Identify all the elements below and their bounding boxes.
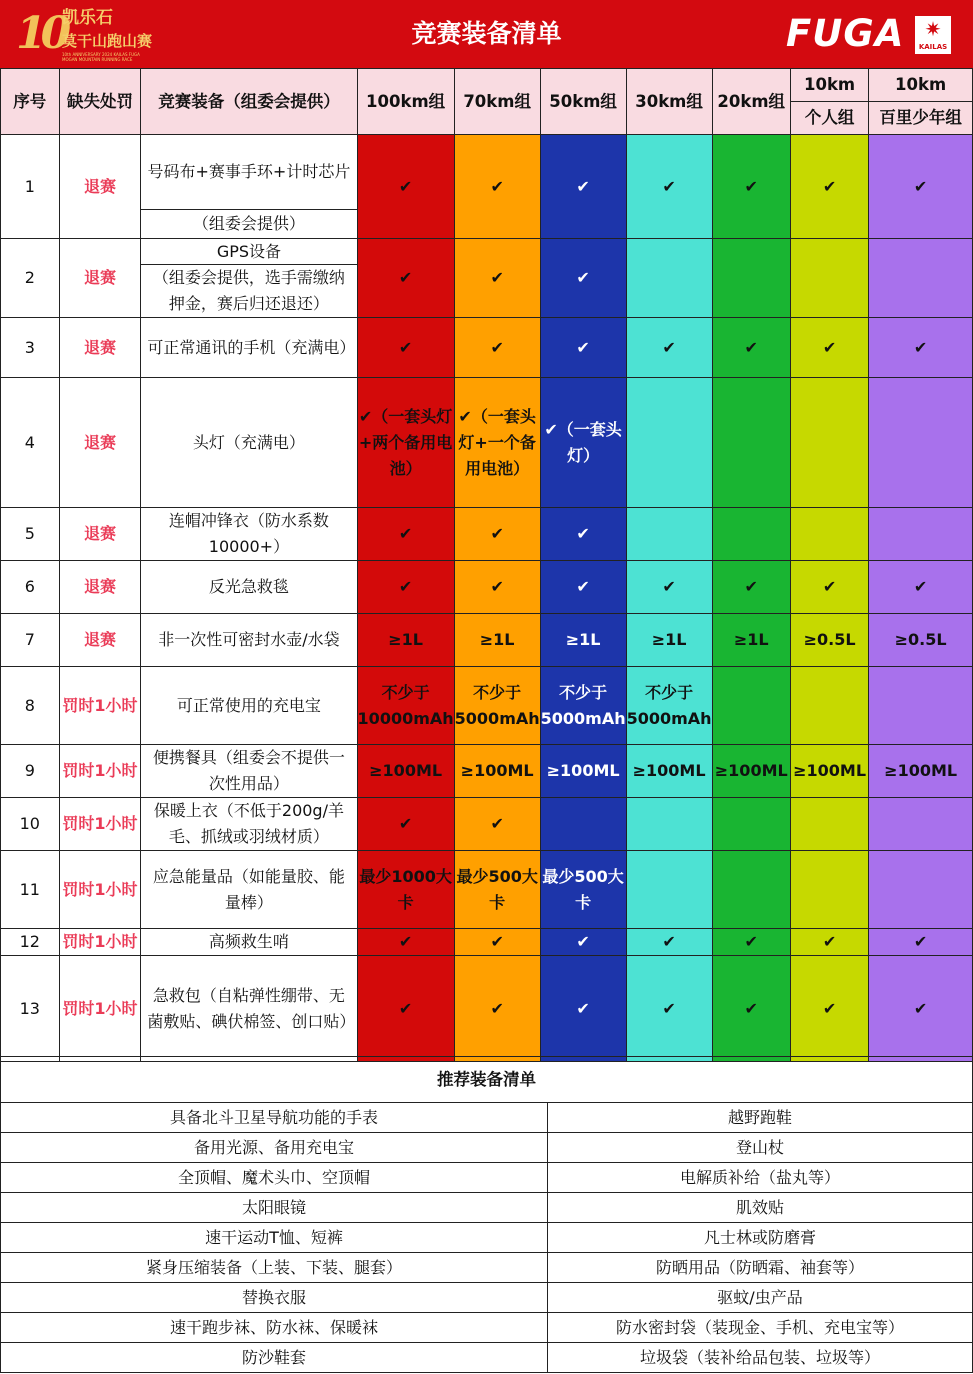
requirement-cell [869, 508, 973, 561]
requirement-cell: ≥100ML [790, 745, 868, 798]
requirement-cell: ✔ [357, 318, 454, 378]
anniversary-logo: 10 [16, 8, 66, 59]
requirement-cell [626, 851, 712, 929]
equipment-cell: 急救包（自粘弹性绷带、无菌敷贴、碘伏棉签、创口贴） [141, 956, 357, 1062]
recommended-item: 防水密封袋（装现金、手机、充电宝等） [548, 1313, 973, 1343]
col-header-10km-youth-top: 10km [869, 69, 973, 102]
requirement-cell: ✔ [454, 318, 540, 378]
equipment-cell: 可正常通讯的手机（充满电） [141, 318, 357, 378]
requirement-cell: ≥100ML [626, 745, 712, 798]
recommended-row [1, 1253, 973, 1283]
table-row [1, 508, 973, 561]
equipment-note: （组委会提供） [192, 214, 305, 233]
requirement-cell: ✔ [357, 929, 454, 956]
requirement-cell: ✔ [454, 956, 540, 1062]
col-header-20km: 20km组 [712, 69, 790, 135]
equipment-cell [141, 239, 357, 318]
requirement-cell [869, 851, 973, 929]
col-header-30km: 30km组 [626, 69, 712, 135]
requirement-cell: ≥100ML [540, 745, 626, 798]
requirement-cell [540, 798, 626, 851]
header-bar [0, 0, 973, 68]
requirement-cell [790, 378, 868, 508]
penalty-cell: 退赛 [59, 318, 141, 378]
requirement-cell: ✔ [454, 929, 540, 956]
requirement-cell: ≥100ML [454, 745, 540, 798]
requirement-cell [712, 378, 790, 508]
row-number: 2 [1, 239, 60, 318]
row-number: 3 [1, 318, 60, 378]
requirement-cell: ≥1L [454, 614, 540, 667]
table-row [1, 378, 973, 508]
requirement-cell: 不少于5000mAh [454, 667, 540, 745]
requirement-cell [790, 851, 868, 929]
row-number: 13 [1, 956, 60, 1062]
row-number: 1 [1, 135, 60, 239]
requirement-cell: ≥1L [712, 614, 790, 667]
recommended-item: 驱蚊/虫产品 [548, 1283, 973, 1313]
requirement-cell [712, 798, 790, 851]
penalty-cell: 罚时1小时 [59, 798, 141, 851]
table-row [1, 667, 973, 745]
requirement-cell: 不少于10000mAh [357, 667, 454, 745]
requirement-cell: ✔ [540, 929, 626, 956]
requirement-cell: 最少1000大卡 [357, 851, 454, 929]
requirement-cell [869, 378, 973, 508]
recommended-item: 肌效贴 [548, 1193, 973, 1223]
equipment-cell: 头灯（充满电） [141, 378, 357, 508]
equipment-note: （组委会提供，选手需缴纳押金，赛后归还退还） [152, 268, 345, 313]
kailas-badge-text: KAILAS [918, 43, 948, 51]
requirement-cell: 最少500大卡 [540, 851, 626, 929]
recommended-item: 越野跑鞋 [548, 1103, 973, 1133]
requirement-cell: ✔ [626, 318, 712, 378]
table-row [1, 929, 973, 956]
requirement-cell: ✔ [454, 239, 540, 318]
recommended-row [1, 1193, 973, 1223]
logo-brand-text: 凯乐石 [62, 8, 113, 28]
requirement-cell [626, 239, 712, 318]
recommended-item: 速干跑步袜、防水袜、保暖袜 [1, 1313, 548, 1343]
equipment-cell: 可正常使用的充电宝 [141, 667, 357, 745]
penalty-cell: 罚时1小时 [59, 667, 141, 745]
recommended-row [1, 1313, 973, 1343]
requirement-cell: ✔ [626, 956, 712, 1062]
recommended-row [1, 1343, 973, 1373]
col-header-70km: 70km组 [454, 69, 540, 135]
requirement-cell [626, 508, 712, 561]
table-row [1, 614, 973, 667]
row-number: 9 [1, 745, 60, 798]
requirement-cell: ✔ [626, 561, 712, 614]
penalty-cell: 退赛 [59, 508, 141, 561]
requirement-cell: 不少于5000mAh [626, 667, 712, 745]
recommended-row [1, 1133, 973, 1163]
recommended-equipment-table [0, 1056, 973, 1373]
table-row [1, 135, 973, 239]
logo-race-text: 莫干山跑山赛 [62, 32, 153, 50]
row-number: 8 [1, 667, 60, 745]
table-row [1, 851, 973, 929]
requirement-cell [626, 798, 712, 851]
requirement-cell: ✔ [712, 318, 790, 378]
requirement-cell [790, 508, 868, 561]
equipment-cell: 反光急救毯 [141, 561, 357, 614]
equipment-name: 号码布+赛事手环+计时芯片 [141, 135, 356, 210]
recommended-item: 具备北斗卫星导航功能的手表 [1, 1103, 548, 1133]
col-header-10km-individual-top: 10km [790, 69, 868, 102]
equipment-name: GPS设备 [141, 239, 356, 265]
recommended-item: 登山杖 [548, 1133, 973, 1163]
recommended-row [1, 1283, 973, 1313]
penalty-cell: 罚时1小时 [59, 929, 141, 956]
recommended-item: 电解质补给（盐丸等） [548, 1163, 973, 1193]
requirement-cell: ✔ [454, 508, 540, 561]
penalty-cell: 退赛 [59, 135, 141, 239]
equipment-cell: 高频救生哨 [141, 929, 357, 956]
requirement-cell: ≥1L [540, 614, 626, 667]
penalty-cell: 罚时1小时 [59, 956, 141, 1062]
requirement-cell: ≥1L [626, 614, 712, 667]
recommended-item: 紧身压缩装备（上装、下装、腿套） [1, 1253, 548, 1283]
penalty-cell: 退赛 [59, 378, 141, 508]
requirement-cell [712, 851, 790, 929]
requirement-cell [790, 798, 868, 851]
requirement-cell: ✔ [790, 318, 868, 378]
requirement-cell [626, 378, 712, 508]
requirement-cell: ✔ [357, 508, 454, 561]
recommended-item: 凡士林或防磨膏 [548, 1223, 973, 1253]
requirement-cell: ≥0.5L [869, 614, 973, 667]
requirement-cell: ✔ [540, 508, 626, 561]
requirement-cell [790, 667, 868, 745]
col-header-50km: 50km组 [540, 69, 626, 135]
fuga-logo: FUGA [786, 12, 905, 55]
requirement-cell: ✔ [540, 318, 626, 378]
col-header-100km: 100km组 [357, 69, 454, 135]
requirement-cell: ✔ [869, 929, 973, 956]
table-row [1, 745, 973, 798]
requirement-cell [712, 508, 790, 561]
requirement-cell: 最少500大卡 [454, 851, 540, 929]
table-row [1, 239, 973, 318]
requirement-cell: ✔ [712, 956, 790, 1062]
requirement-cell: ✔（一套头灯+两个备用电池） [357, 378, 454, 508]
requirement-cell: ✔ [540, 956, 626, 1062]
requirement-cell: ≥100ML [712, 745, 790, 798]
recommended-item: 备用光源、备用充电宝 [1, 1133, 548, 1163]
requirement-cell: ✔ [790, 135, 868, 239]
recommended-item: 防晒用品（防晒霜、袖套等） [548, 1253, 973, 1283]
requirement-cell: 不少于5000mAh [540, 667, 626, 745]
col-header-penalty: 缺失处罚 [59, 69, 141, 135]
equipment-cell [141, 135, 357, 239]
equipment-cell: 应急能量品（如能量胶、能量棒） [141, 851, 357, 929]
requirement-cell: ≥1L [357, 614, 454, 667]
recommended-item: 全顶帽、魔术头巾、空顶帽 [1, 1163, 548, 1193]
requirement-cell: ✔ [540, 135, 626, 239]
requirement-cell: ✔ [790, 561, 868, 614]
penalty-cell: 退赛 [59, 239, 141, 318]
equipment-cell: 便携餐具（组委会不提供一次性用品） [141, 745, 357, 798]
requirement-cell: ✔ [712, 561, 790, 614]
requirement-cell: ✔ [540, 239, 626, 318]
recommended-row [1, 1163, 973, 1193]
recommended-item: 太阳眼镜 [1, 1193, 548, 1223]
table-row [1, 318, 973, 378]
row-number: 5 [1, 508, 60, 561]
kailas-star-icon: ✷ [924, 17, 942, 41]
penalty-cell: 罚时1小时 [59, 851, 141, 929]
requirement-cell: ✔ [357, 135, 454, 239]
requirement-cell: ✔ [712, 929, 790, 956]
requirement-cell [869, 239, 973, 318]
requirement-cell: ✔ [357, 239, 454, 318]
col-header-10km-individual: 个人组 [790, 102, 868, 135]
recommended-row [1, 1103, 973, 1133]
recommended-item: 速干运动T恤、短裤 [1, 1223, 548, 1253]
recommended-item: 防沙鞋套 [1, 1343, 548, 1373]
logo-subtitle: 10th ANNIVERSARY 2024 KAILAS FUGA MOGAN MOUNTAIN RUNNING RACE [62, 52, 140, 62]
mandatory-equipment-table [0, 68, 973, 1062]
penalty-cell: 退赛 [59, 614, 141, 667]
recommended-row [1, 1223, 973, 1253]
requirement-cell: ✔ [869, 956, 973, 1062]
requirement-cell: ✔ [869, 135, 973, 239]
page-title: 竞赛装备清单 [411, 19, 562, 48]
equipment-cell: 连帽冲锋衣（防水系数10000+） [141, 508, 357, 561]
col-header-no: 序号 [1, 69, 60, 135]
row-number: 6 [1, 561, 60, 614]
row-number: 12 [1, 929, 60, 956]
requirement-cell: ✔（一套头灯） [540, 378, 626, 508]
requirement-cell: ≥0.5L [790, 614, 868, 667]
equipment-cell: 非一次性可密封水壶/水袋 [141, 614, 357, 667]
requirement-cell [790, 239, 868, 318]
equipment-cell: 保暖上衣（不低于200g/羊毛、抓绒或羽绒材质） [141, 798, 357, 851]
requirement-cell: ✔ [626, 929, 712, 956]
requirement-cell: ✔ [869, 318, 973, 378]
requirement-cell: ✔ [357, 956, 454, 1062]
penalty-cell: 罚时1小时 [59, 745, 141, 798]
requirement-cell: ✔ [540, 561, 626, 614]
requirement-cell [712, 667, 790, 745]
requirement-cell [712, 239, 790, 318]
requirement-cell: ✔ [626, 135, 712, 239]
requirement-cell: ✔ [790, 929, 868, 956]
requirement-cell: ✔ [357, 798, 454, 851]
penalty-cell: 退赛 [59, 561, 141, 614]
recommended-title: 推荐装备清单 [1, 1057, 973, 1103]
row-number: 7 [1, 614, 60, 667]
requirement-cell: ✔（一套头灯+一个备用电池） [454, 378, 540, 508]
table-row [1, 956, 973, 1062]
requirement-cell: ≥100ML [869, 745, 973, 798]
requirement-cell: ✔ [790, 956, 868, 1062]
table-row [1, 798, 973, 851]
requirement-cell [869, 667, 973, 745]
requirement-cell [869, 798, 973, 851]
row-number: 4 [1, 378, 60, 508]
table-row [1, 561, 973, 614]
recommended-item: 替换衣服 [1, 1283, 548, 1313]
row-number: 11 [1, 851, 60, 929]
row-number: 10 [1, 798, 60, 851]
requirement-cell: ✔ [357, 561, 454, 614]
col-header-10km-youth: 百里少年组 [869, 102, 973, 135]
requirement-cell: ✔ [454, 561, 540, 614]
requirement-cell: ≥100ML [357, 745, 454, 798]
col-header-equipment: 竞赛装备（组委会提供） [141, 69, 357, 135]
recommended-item: 垃圾袋（装补给品包装、垃圾等） [548, 1343, 973, 1373]
requirement-cell: ✔ [869, 561, 973, 614]
requirement-cell: ✔ [454, 135, 540, 239]
kailas-badge [915, 16, 951, 54]
requirement-cell: ✔ [712, 135, 790, 239]
requirement-cell: ✔ [454, 798, 540, 851]
